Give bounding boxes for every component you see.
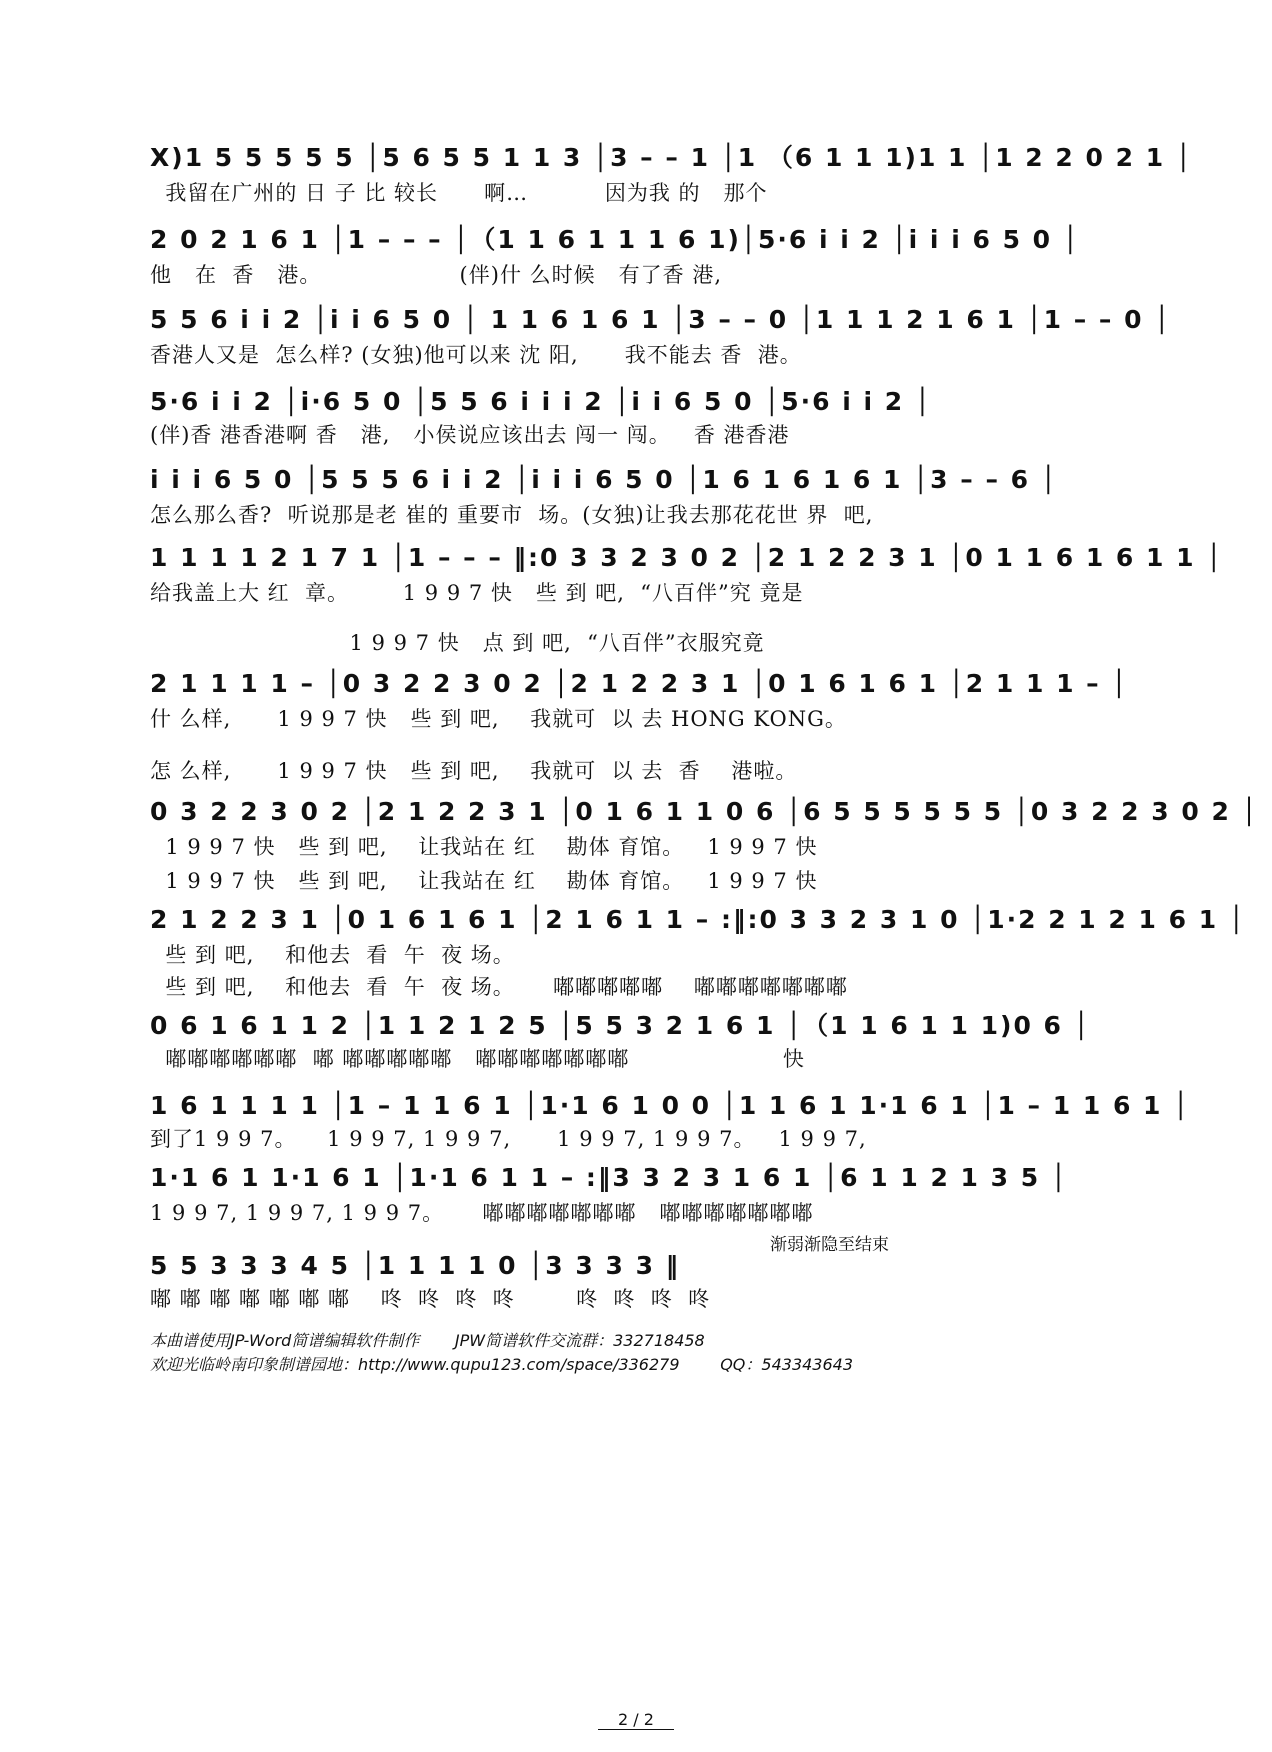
lyric-line: 些 到 吧, 和他去 看 午 夜 场。 嘟嘟嘟嘟嘟 嘟嘟嘟嘟嘟嘟嘟 [150, 975, 848, 999]
notation-line: i i i 6 5 0 │5 5 5 6 i i 2 │i i i 6 5 0 │1 6 1 6 1 6 1 │3 – – 6 │ [150, 465, 1058, 494]
footer-software-note: 本曲谱使用JP-Word简谱编辑软件制作 JPW简谱软件交流群：332718458 [150, 1331, 705, 1350]
lyric-line: 香港人又是 怎么样? (女独)他可以来 沈 阳, 我不能去 香 港。 [150, 343, 802, 367]
lyric-line: (伴)香 港香港啊 香 港, 小侯说应该出去 闯一 闯。 香 港香港 [150, 423, 790, 447]
notation-line: 2 1 2 2 3 1 │0 1 6 1 6 1 │2 1 6 1 1 – :‖:0 3 3 2 3 1 0 │1·2 2 1 2 1 6 1 │ [150, 905, 1246, 934]
lyric-line: 怎 么样, 1 9 9 7 快 些 到 吧, 我就可 以 去 香 港啦。 [150, 759, 798, 783]
notation-line: X)1 5 5 5 5 5 │5 6 5 5 1 1 3 │3 – – 1 │1 （6 1 1 1)1 1 │1 2 2 0 2 1 │ [150, 143, 1193, 172]
page-number-text: 2 / 2 [598, 1710, 674, 1730]
lyric-line: 些 到 吧, 和他去 看 午 夜 场。 [150, 943, 515, 967]
footer-website-note: 欢迎光临岭南印象制谱园地：http://www.qupu123.com/space/336279 QQ：543343643 [150, 1355, 854, 1374]
lyric-line: 嘟嘟嘟嘟嘟嘟 嘟 嘟嘟嘟嘟嘟 嘟嘟嘟嘟嘟嘟嘟 快 [150, 1047, 805, 1071]
lyric-line: 他 在 香 港。 (伴)什 么时候 有了香 港, [150, 263, 722, 287]
notation-line: 2 0 2 1 6 1 │1 – – – │（1 1 6 1 1 1 6 1)│5·6 i i 2 │i i i 6 5 0 │ [150, 225, 1080, 254]
lyric-line: 1 9 9 7 快 些 到 吧, 让我站在 红 勘体 育馆。 1 9 9 7 快 [150, 835, 818, 859]
notation-line: 0 6 1 6 1 1 2 │1 1 2 1 2 5 │5 5 3 2 1 6 1 │（1 1 6 1 1 1)0 6 │ [150, 1011, 1091, 1040]
lyric-line: 1 9 9 7 快 些 到 吧, 让我站在 红 勘体 育馆。 1 9 9 7 快 [150, 869, 818, 893]
notation-line: 2 1 1 1 1 – │0 3 2 2 3 0 2 │2 1 2 2 3 1 │0 1 6 1 6 1 │2 1 1 1 – │ [150, 669, 1129, 698]
lyric-line: 1 9 9 7, 1 9 9 7, 1 9 9 7。 嘟嘟嘟嘟嘟嘟嘟 嘟嘟嘟嘟嘟嘟嘟 [150, 1201, 814, 1225]
notation-line: 5 5 3 3 3 4 5 │1 1 1 1 0 │3 3 3 3 ‖ [150, 1251, 681, 1280]
lyric-line: 嘟 嘟 嘟 嘟 嘟 嘟 嘟 咚 咚 咚 咚 咚 咚 咚 咚 [150, 1287, 711, 1311]
notation-line: 5 5 6 i i 2 │i i 6 5 0 │ 1 1 6 1 6 1 │3 – – 0 │1 1 1 2 1 6 1 │1 – – 0 │ [150, 305, 1172, 334]
notation-line: 1 6 1 1 1 1 │1 – 1 1 6 1 │1·1 6 1 0 0 │1 1 6 1 1·1 6 1 │1 – 1 1 6 1 │ [150, 1091, 1191, 1120]
page-number [0, 1710, 1272, 1729]
notation-line: 0 3 2 2 3 0 2 │2 1 2 2 3 1 │0 1 6 1 1 0 6 │6 5 5 5 5 5 5 │0 3 2 2 3 0 2 │ [150, 797, 1259, 826]
lyric-line: 我留在广州的 日 子 比 较长 啊… 因为我 的 那个 [150, 181, 768, 205]
lyric-line: 怎么那么香? 听说那是老 崔的 重要市 场。(女独)让我去那花花世 界 吧, [150, 503, 874, 527]
notation-line: 1·1 6 1 1·1 6 1 │1·1 6 1 1 – :‖3 3 2 3 1 6 1 │6 1 1 2 1 3 5 │ [150, 1163, 1068, 1192]
lyric-line: 到了1 9 9 7。 1 9 9 7, 1 9 9 7, 1 9 9 7, 1 9 9 7。 1 9 9 7, [150, 1127, 867, 1151]
dynamics-annotation: 渐弱渐隐至结束 [770, 1235, 889, 1255]
lyric-line: 给我盖上大 红 章。 1 9 9 7 快 些 到 吧, “八百伴”究 竟是 [150, 581, 804, 605]
notation-line: 1 1 1 1 2 1 7 1 │1 – – – ‖:0 3 3 2 3 0 2 │2 1 2 2 3 1 │0 1 1 6 1 6 1 1 │ [150, 543, 1224, 572]
lyric-line: 1 9 9 7 快 点 到 吧, “八百伴”衣服究竟 [150, 631, 765, 655]
notation-line: 5·6 i i 2 │i·6 5 0 │5 5 6 i i i 2 │i i 6 5 0 │5·6 i i 2 │ [150, 387, 932, 416]
lyric-line: 什 么样, 1 9 9 7 快 些 到 吧, 我就可 以 去 HONG KONG。 [150, 707, 847, 731]
